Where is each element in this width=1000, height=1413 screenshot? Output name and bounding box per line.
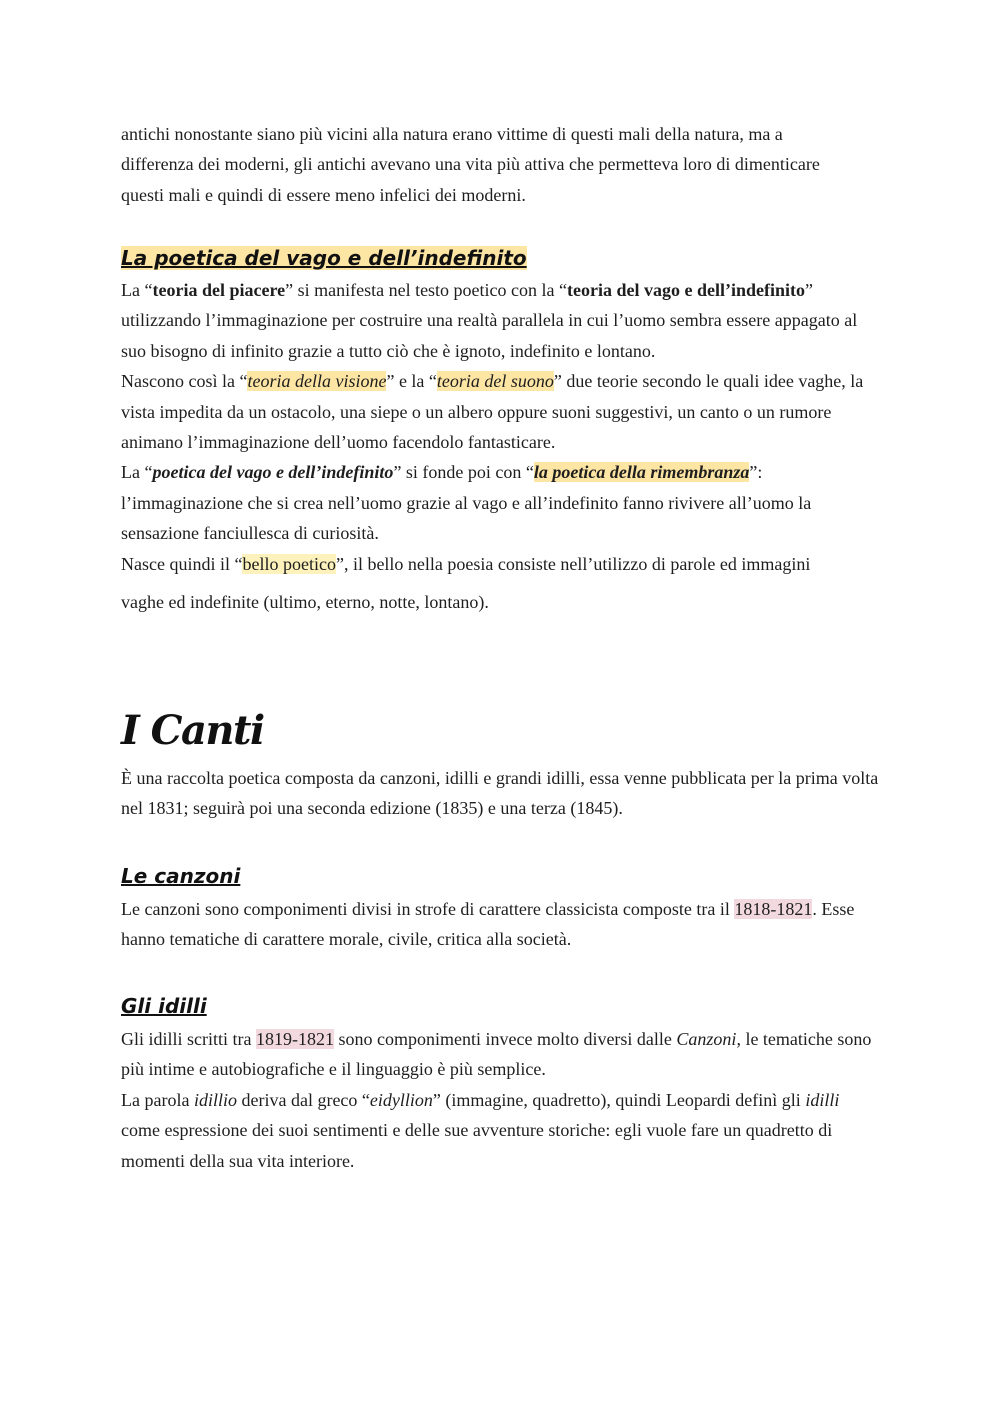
- italic-term: idilli: [805, 1089, 840, 1110]
- highlighted-term: teoria del suono: [436, 371, 554, 392]
- poetica-paragraph-1: La “teoria del piacere” si manifesta nel testo poetico con la “teoria del vago e dell’indefinito” utilizzando l’immaginazione per costruire una realtà parallela in cui l’uomo sembra essere appagato al suo bisogno di infinito grazie a tutto ciò che è ignoto, indefinito e lontano.: [121, 280, 858, 361]
- intro-line: antichi nonostante siano più vicini alla natura erano vittime di questi mali della natura, ma a: [121, 124, 783, 144]
- poetica-paragraph-4: Nasce quindi il “bello poetico”, il bello nella poesia consiste nell’utilizzo di parole ed immagini: [121, 553, 811, 574]
- highlighted-date: 1819-1821: [255, 1029, 334, 1049]
- idilli-paragraph-2: La parola idillio deriva dal greco “eidyllion” (immagine, quadretto), quindi Leopardi definì gli idilli come espressione dei suoi sentimenti e delle sue avventure storiche: egli vuole fare un quadretto di momenti della sua vita interiore.: [121, 1089, 840, 1171]
- canzoni-heading: Le canzoni: [121, 864, 241, 888]
- highlighted-date: 1818-1821: [734, 899, 813, 919]
- italic-term: Canzoni: [676, 1029, 737, 1049]
- intro-line: questi mali e quindi di essere meno infelici dei moderni.: [121, 184, 526, 205]
- poetica-paragraph-5: vaghe ed indefinite (ultimo, eterno, notte, lontano).: [121, 592, 489, 612]
- bold-italic-term: poetica del vago e dell’indefinito: [152, 462, 394, 483]
- highlighted-term: la poetica della rimembranza: [533, 462, 750, 483]
- bold-term: teoria del piacere: [152, 280, 286, 300]
- italic-term: eidyllion: [369, 1089, 433, 1110]
- canzoni-paragraph: Le canzoni sono componimenti divisi in strofe di carattere classicista composte tra il 1818-1821. Esse hanno tematiche di carattere morale, civile, critica alla società.: [121, 899, 855, 950]
- italic-term: idillio: [193, 1089, 237, 1110]
- canti-title: I Canti: [121, 707, 264, 754]
- poetica-heading: [121, 244, 527, 272]
- poetica-heading-text: La poetica del vago e dell’indefinito: [121, 246, 527, 270]
- canti-intro: È una raccolta poetica composta da canzoni, idilli e grandi idilli, essa venne pubblicata per la prima volta nel 1831; seguirà poi una seconda edizione (1835) e una terza (1845).: [121, 768, 879, 819]
- idilli-body: [121, 1024, 881, 1176]
- idilli-heading: Gli idilli: [121, 994, 207, 1018]
- poetica-body: [121, 275, 881, 579]
- highlighted-term: teoria della visione: [247, 371, 387, 392]
- idilli-paragraph-1: Gli idilli scritti tra 1819-1821 sono componimenti invece molto diversi dalle Canzoni, le tematiche sono più intime e autobiografiche e il linguaggio è più semplice.: [121, 1029, 872, 1080]
- bold-term: teoria del vago e dell’indefinito: [567, 280, 805, 300]
- intro-line: differenza dei moderni, gli antichi avevano una vita più attiva che permetteva loro di dimenticare: [121, 154, 820, 175]
- highlighted-term: bello poetico: [242, 553, 336, 574]
- intro-paragraph: [121, 119, 881, 210]
- poetica-paragraph-2: Nascono così la “teoria della visione” e la “teoria del suono” due teorie secondo le quali idee vaghe, la vista impedita da un ostacolo, una siepe o un albero oppure suoni suggestivi, un canto o un rumore animano l’immaginazione dell’uomo facendolo fantasticare.: [121, 371, 864, 453]
- poetica-paragraph-3: La “poetica del vago e dell’indefinito” si fonde poi con “la poetica della rimembranza”: l’immaginazione che si crea nell’uomo grazie al vago e all’indefinito fanno rivivere all’uomo la sensazione fanciullesca di curiosità.: [121, 462, 812, 544]
